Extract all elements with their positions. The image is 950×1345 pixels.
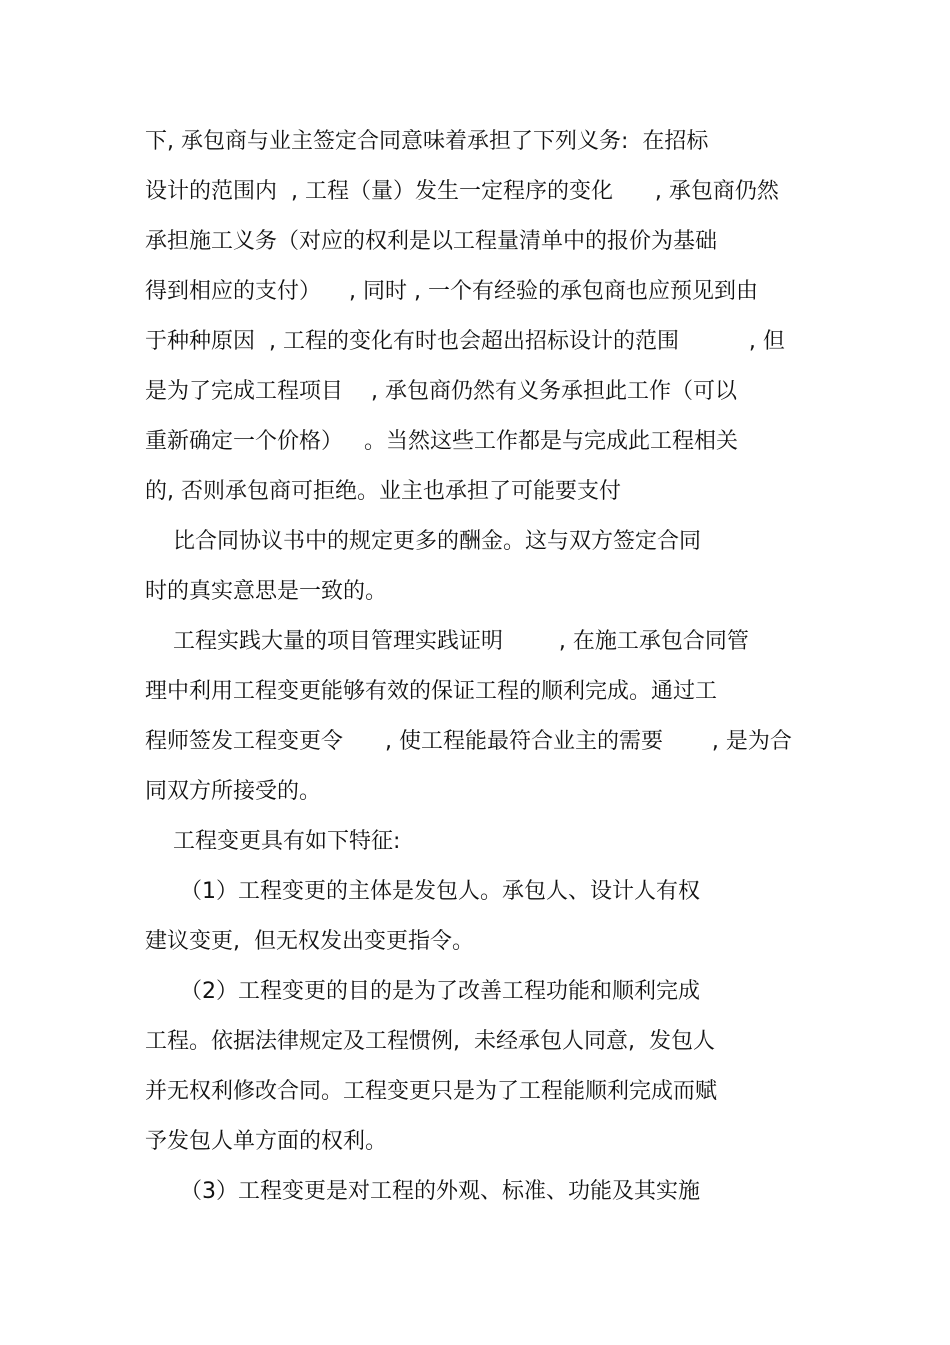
text-line: 工程实践大量的项目管理实践证明 , 在施工承包合同管	[145, 629, 749, 654]
text-line: 的, 否则承包商可拒绝。业主也承担了可能要支付	[145, 479, 621, 504]
text-line: （1）工程变更的主体是发包人。承包人、设计人有权	[145, 879, 700, 904]
text-line: 于种种原因 , 工程的变化有时也会超出招标设计的范围 , 但	[145, 329, 785, 354]
text-line: 比合同协议书中的规定更多的酬金。这与双方签定合同	[145, 529, 701, 554]
text-line: 下, 承包商与业主签定合同意味着承担了下列义务: 在招标	[145, 129, 709, 154]
text-line: 得到相应的支付） , 同时 , 一个有经验的承包商也应预见到由	[145, 279, 758, 304]
text-line: 承担施工义务（对应的权利是以工程量清单中的报价为基础	[145, 229, 718, 254]
text-line: （2）工程变更的目的是为了改善工程功能和顺利完成	[145, 979, 700, 1004]
text-line: 理中利用工程变更能够有效的保证工程的顺利完成。通过工	[145, 679, 718, 704]
text-line: 工程变更具有如下特征:	[145, 829, 401, 854]
text-line: 重新确定一个价格） 。当然这些工作都是与完成此工程相关	[145, 429, 738, 454]
text-line: 工程。依据法律规定及工程惯例, 未经承包人同意, 发包人	[145, 1029, 715, 1054]
text-line: 建议变更, 但无权发出变更指令。	[145, 929, 474, 954]
text-line: 是为了完成工程项目 , 承包商仍然有义务承担此工作（可以	[145, 379, 737, 404]
text-line: 并无权利修改合同。工程变更只是为了工程能顺利完成而赋	[145, 1079, 718, 1104]
text-line: （3）工程变更是对工程的外观、标准、功能及其实施	[145, 1179, 700, 1204]
text-line: 程师签发工程变更令 , 使工程能最符合业主的需要 , 是为合	[145, 729, 792, 754]
text-line: 设计的范围内 , 工程（量）发生一定程序的变化 , 承包商仍然	[145, 179, 779, 204]
text-line: 予发包人单方面的权利。	[145, 1129, 388, 1154]
text-line: 时的真实意思是一致的。	[145, 579, 388, 604]
text-line: 同双方所接受的。	[145, 779, 322, 804]
